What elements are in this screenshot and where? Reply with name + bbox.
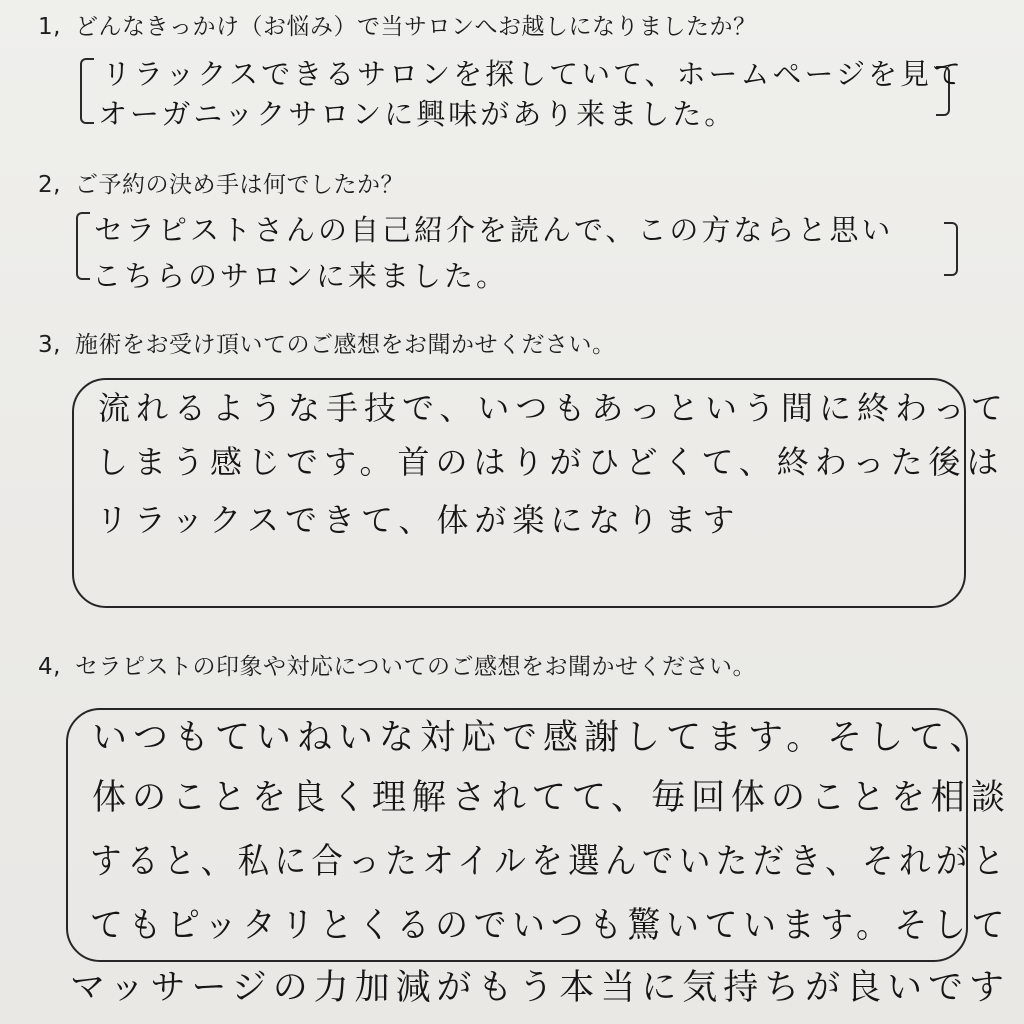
question-1 xyxy=(38,12,756,42)
question-number: 4, xyxy=(38,654,61,680)
handwritten-answer-line: リラックスできるサロンを探していて、ホームページを見て xyxy=(102,57,964,91)
answer-bracket-right xyxy=(944,222,958,276)
handwritten-answer-line: リラックスできて、体が楽になります xyxy=(96,501,741,539)
handwritten-answer-line: マッサージの力加減がもう本当に気持ちが良いです xyxy=(70,968,1010,1008)
answer-bracket-left xyxy=(76,212,90,280)
handwritten-answer-line: オーガニックサロンに興味があり来ました。 xyxy=(98,97,737,131)
handwritten-answer-line: こちらのサロンに来ました。 xyxy=(92,259,509,293)
handwritten-answer-line: 体のことを良く理解されてて、毎回体のことを相談 xyxy=(92,778,1011,818)
question-text: 施術をお受け頂いてのご感想をお聞かせください。 xyxy=(74,332,616,358)
question-3 xyxy=(38,330,615,360)
handwritten-answer-line: 流れるような手技で、いつもあっという間に終わって xyxy=(98,389,1009,427)
question-2 xyxy=(38,170,404,200)
handwritten-answer-line: すると、私に合ったオイルを選んでいただき、それがと xyxy=(90,842,1010,882)
question-number: 1, xyxy=(38,14,61,40)
question-4 xyxy=(38,652,756,682)
question-number: 3, xyxy=(38,332,61,358)
handwritten-answer-line: セラピストさんの自己紹介を読んで、この方ならと思い xyxy=(94,213,894,247)
handwritten-answer-line: いつもていねいな対応で感謝してます。そして、 xyxy=(92,718,991,758)
question-text: どんなきっかけ（お悩み）で当サロンへお越しになりましたか？ xyxy=(74,14,757,40)
handwritten-answer-line: しまう感じです。首のはりがひどくて、終わった後は xyxy=(96,443,1005,481)
answer-bracket-left xyxy=(80,58,94,124)
handwritten-answer-line: てもピッタリとくるのでいつも驚いています。そして xyxy=(90,906,1011,946)
question-text: ご予約の決め手は何でしたか？ xyxy=(74,172,404,198)
question-number: 2, xyxy=(38,172,61,198)
question-text: セラピストの印象や対応についてのご感想をお聞かせください。 xyxy=(74,654,756,680)
